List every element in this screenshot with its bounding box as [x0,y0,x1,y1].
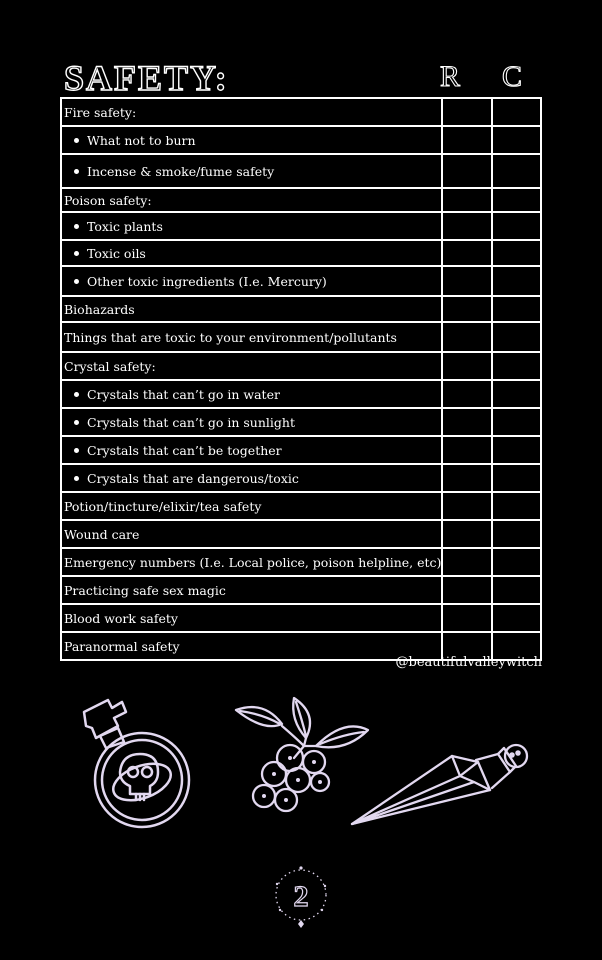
checklist-label: Fire safety: [64,104,137,120]
crystal-pendulum-bottle-icon [348,742,532,830]
checklist-section [61,604,442,632]
checklist-row [61,492,541,520]
credit-handle: @beautifulvalleywitch [395,655,542,670]
checklist-row [61,266,541,296]
checklist-label: Poison safety: [64,192,152,208]
checklist-section [61,520,442,548]
checklist-row [61,322,541,352]
check-box-r[interactable] [442,322,491,352]
check-box-c[interactable] [492,492,541,520]
checklist-row [61,240,541,266]
column-header-c: C [502,60,523,93]
check-box-c[interactable] [492,604,541,632]
checklist-label: Toxic plants [87,218,163,234]
checklist-section [61,548,442,576]
checklist-subitem [61,126,442,154]
checklist-label: Things that are toxic to your environment/pollutants [64,329,397,345]
checklist-section [61,296,442,322]
checklist-label: Crystals that can’t go in water [87,386,280,402]
checklist-row [61,436,541,464]
checklist-label: Potion/tincture/elixir/tea safety [64,498,262,514]
checklist-row [61,98,541,126]
checklist-subitem [61,436,442,464]
check-box-r[interactable] [442,548,491,576]
checklist-row [61,126,541,154]
column-header-r: R [440,60,461,93]
checklist-subitem [61,408,442,436]
bullet-icon [74,169,79,174]
checklist-label: Biohazards [64,301,135,317]
checklist-subitem [61,212,442,240]
checklist-label: Paranormal safety [64,638,180,654]
bullet-icon [74,224,79,229]
checklist-row [61,380,541,408]
checklist-section [61,352,442,380]
check-box-c[interactable] [492,352,541,380]
bullet-icon [74,138,79,143]
checklist-row [61,464,541,492]
checklist-row [61,548,541,576]
checklist-subitem [61,464,442,492]
check-box-c[interactable] [492,380,541,408]
bullet-icon [74,476,79,481]
page-number: 2 [293,880,309,913]
check-box-r[interactable] [442,188,491,212]
checklist-label: Practicing safe sex magic [64,582,226,598]
checklist-label: Crystals that can’t be together [87,442,282,458]
bullet-icon [74,251,79,256]
checklist-label: Incense & smoke/fume safety [87,163,275,179]
check-box-r[interactable] [442,126,491,154]
checklist-row [61,296,541,322]
bullet-icon [74,279,79,284]
checklist-row [61,408,541,436]
checklist-section [61,492,442,520]
check-box-r[interactable] [442,98,491,126]
checklist-subitem [61,154,442,188]
check-box-c[interactable] [492,464,541,492]
check-box-r[interactable] [442,266,491,296]
check-box-r[interactable] [442,352,491,380]
bullet-icon [74,392,79,397]
check-box-c[interactable] [492,520,541,548]
checklist-row [61,604,541,632]
check-box-c[interactable] [492,548,541,576]
check-box-c[interactable] [492,576,541,604]
check-box-r[interactable] [442,240,491,266]
check-box-c[interactable] [492,296,541,322]
checklist-label: Crystal safety: [64,358,156,374]
check-box-r[interactable] [442,604,491,632]
page-title: SAFETY: [64,58,229,98]
check-box-r[interactable] [442,464,491,492]
page-number-badge [268,864,334,930]
checklist-label: Crystals that are dangerous/toxic [87,470,299,486]
check-box-c[interactable] [492,408,541,436]
bullet-icon [74,420,79,425]
check-box-c[interactable] [492,188,541,212]
safety-checklist-table [60,97,542,661]
check-box-r[interactable] [442,520,491,548]
check-box-r[interactable] [442,296,491,322]
checklist-section [61,188,442,212]
checklist-label: Crystals that can’t go in sunlight [87,414,295,430]
check-box-c[interactable] [492,436,541,464]
checklist-label: Emergency numbers (I.e. Local police, poison helpline, etc) [64,554,442,570]
checklist-subitem [61,240,442,266]
checklist-subitem [61,266,442,296]
checklist-row [61,154,541,188]
check-box-r[interactable] [442,212,491,240]
checklist-label: Toxic oils [87,245,146,261]
check-box-c[interactable] [492,322,541,352]
checklist-row [61,576,541,604]
check-box-r[interactable] [442,576,491,604]
check-box-c[interactable] [492,154,541,188]
checklist-subitem [61,380,442,408]
check-box-r[interactable] [442,408,491,436]
check-box-c[interactable] [492,266,541,296]
checklist-row [61,520,541,548]
check-box-c[interactable] [492,126,541,154]
bullet-icon [74,448,79,453]
checklist-row [61,212,541,240]
check-box-r[interactable] [442,380,491,408]
checklist-row [61,188,541,212]
checklist-section [61,98,442,126]
check-box-r[interactable] [442,154,491,188]
check-box-r[interactable] [442,492,491,520]
check-box-c[interactable] [492,98,541,126]
checklist-section [61,322,442,352]
checklist-label: Wound care [64,526,140,542]
check-box-c[interactable] [492,240,541,266]
checklist-label: What not to burn [87,132,196,148]
check-box-c[interactable] [492,212,541,240]
checklist-section [61,576,442,604]
checklist-label: Other toxic ingredients (I.e. Mercury) [87,273,327,289]
checklist-section [61,632,442,660]
checklist-label: Blood work safety [64,610,178,626]
check-box-r[interactable] [442,436,491,464]
checklist-row [61,352,541,380]
poison-bottle-icon [78,690,198,832]
